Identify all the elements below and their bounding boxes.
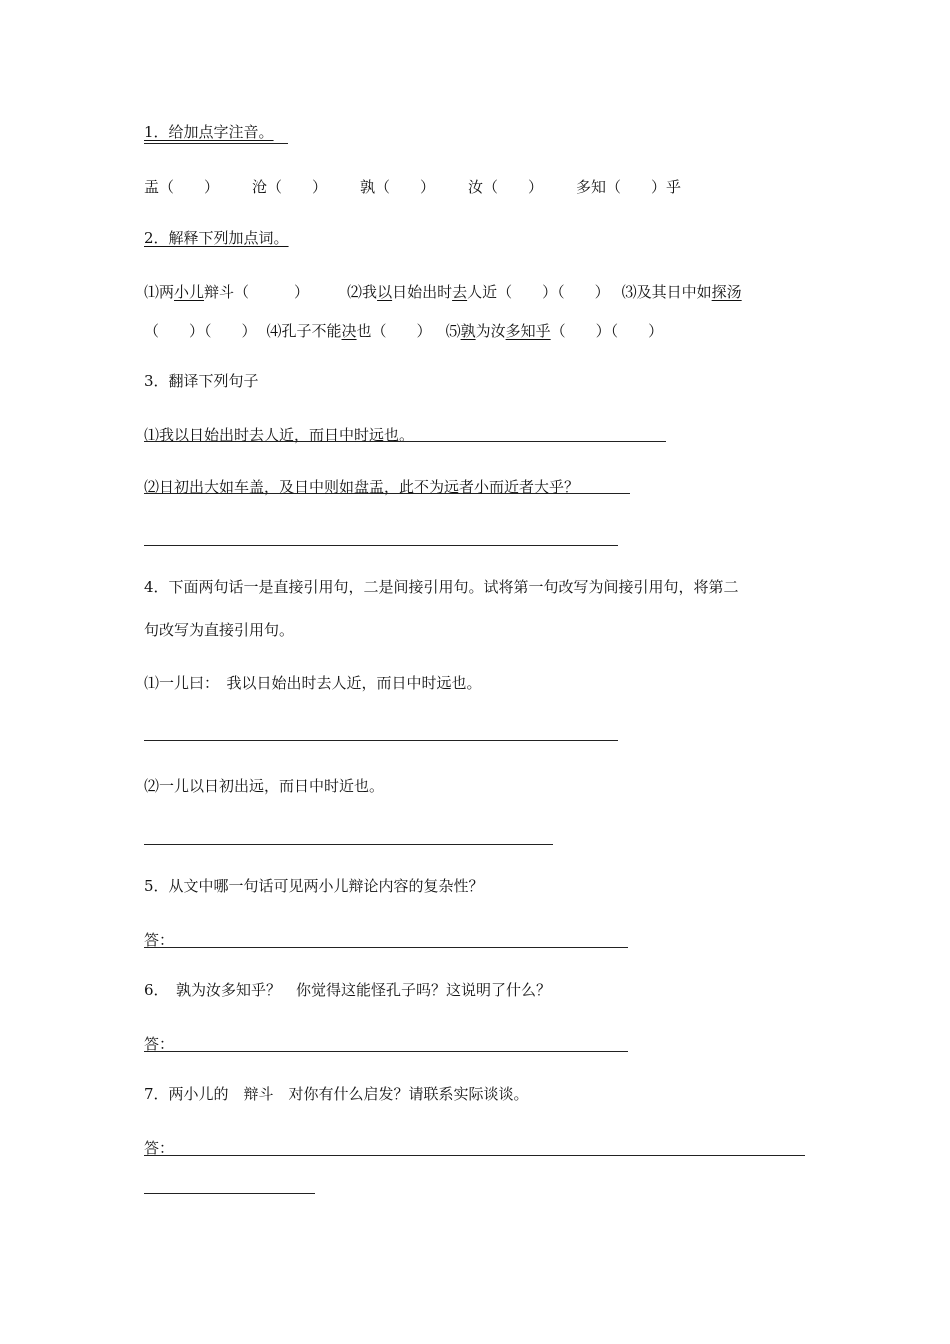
q1-items	[144, 177, 704, 197]
q4-answer-line-1[interactable]	[144, 740, 618, 741]
q4-sentence-2: ⑵一儿以日初出远，而日中时近也。	[144, 777, 385, 795]
q7-title: 7．两小儿的 辩斗 对你有什么启发？请联系实际谈谈。	[144, 1085, 529, 1103]
q1-item: 孰（ ）	[360, 178, 436, 196]
q1-item: 盂（ ）	[144, 178, 220, 196]
q3-sentence-2-underline	[144, 493, 630, 494]
q3-title: 3．翻译下列句子	[144, 372, 259, 390]
q1-title-underline	[144, 143, 288, 144]
q2-1b-pre: ⑵我	[347, 283, 378, 301]
q3-sentence-1-answer-line[interactable]	[144, 441, 666, 442]
q7-answer-line-2[interactable]	[144, 1193, 315, 1194]
q1-item: 沧（ ）	[252, 178, 328, 196]
q1-item: 汝（ ）	[468, 178, 544, 196]
q2-2b-post: 也（ ）	[356, 322, 432, 340]
q2-1b-post: 人近（ ）（ ）	[467, 283, 610, 301]
q2-2c-mid: 为汝	[475, 322, 506, 340]
q6-title: 6． 孰为汝多知乎？ 你觉得这能怪孔子吗？这说明了什么？	[144, 981, 552, 999]
q2-2c-pre: ⑸	[445, 322, 461, 340]
q2-1b-word1: 以	[377, 283, 393, 301]
q2-2c-word1: 孰	[460, 322, 476, 340]
q2-title: 2．解释下列加点词。	[144, 229, 289, 247]
q1-item: 多知（ ）乎	[576, 178, 682, 196]
q7-answer-label: 答：	[144, 1139, 175, 1157]
q2-1a-post: 辩斗（ ）	[204, 283, 310, 301]
q4-answer-line-2[interactable]	[144, 844, 553, 845]
q7-answer-line-1[interactable]	[144, 1155, 805, 1156]
q3-sentence-1: ⑴我以日始出时去人近，而日中时远也。	[144, 426, 415, 444]
q2-1c-word: 探汤	[711, 283, 742, 301]
q4-sentence-1: ⑴一儿曰： 我以日始出时去人近，而日中时远也。	[144, 674, 482, 692]
q2-2b-pre: ⑷孔子不能	[266, 322, 342, 340]
q2-1a-pre: ⑴两	[144, 283, 175, 301]
q2-2c-post: （ ）（ ）	[550, 322, 664, 340]
q2-1c-pre: ⑶及其日中如	[621, 283, 712, 301]
q4-title-line-1: 4．下面两句话一是直接引用句，二是间接引用句。试将第一句改写为间接引用句，将第二	[144, 578, 739, 596]
q2-line-1	[144, 282, 742, 302]
q2-1b-word2: 去	[452, 283, 468, 301]
q2-1a-word: 小儿	[174, 283, 205, 301]
q2-2a: （ ）（ ）	[144, 322, 257, 340]
q1-title: 1．给加点字注音。	[144, 123, 274, 141]
q6-answer-label: 答：	[144, 1035, 175, 1053]
q6-answer-line[interactable]	[144, 1051, 628, 1052]
q3-answer-line[interactable]	[144, 545, 618, 546]
q5-title: 5．从文中哪一句话可见两小儿辩论内容的复杂性？	[144, 877, 484, 895]
q2-line-2	[144, 321, 663, 341]
q2-2b-word: 决	[341, 322, 357, 340]
q5-answer-label: 答：	[144, 931, 175, 949]
q2-2c-word2: 多知乎	[505, 322, 551, 340]
q3-sentence-2: ⑵日初出大如车盖，及日中则如盘盂，此不为远者小而近者大乎？	[144, 478, 580, 496]
q2-1b-mid: 日始出时	[392, 283, 453, 301]
q4-title-line-2: 句改写为直接引用句。	[144, 621, 295, 639]
q5-answer-line[interactable]	[144, 947, 628, 948]
